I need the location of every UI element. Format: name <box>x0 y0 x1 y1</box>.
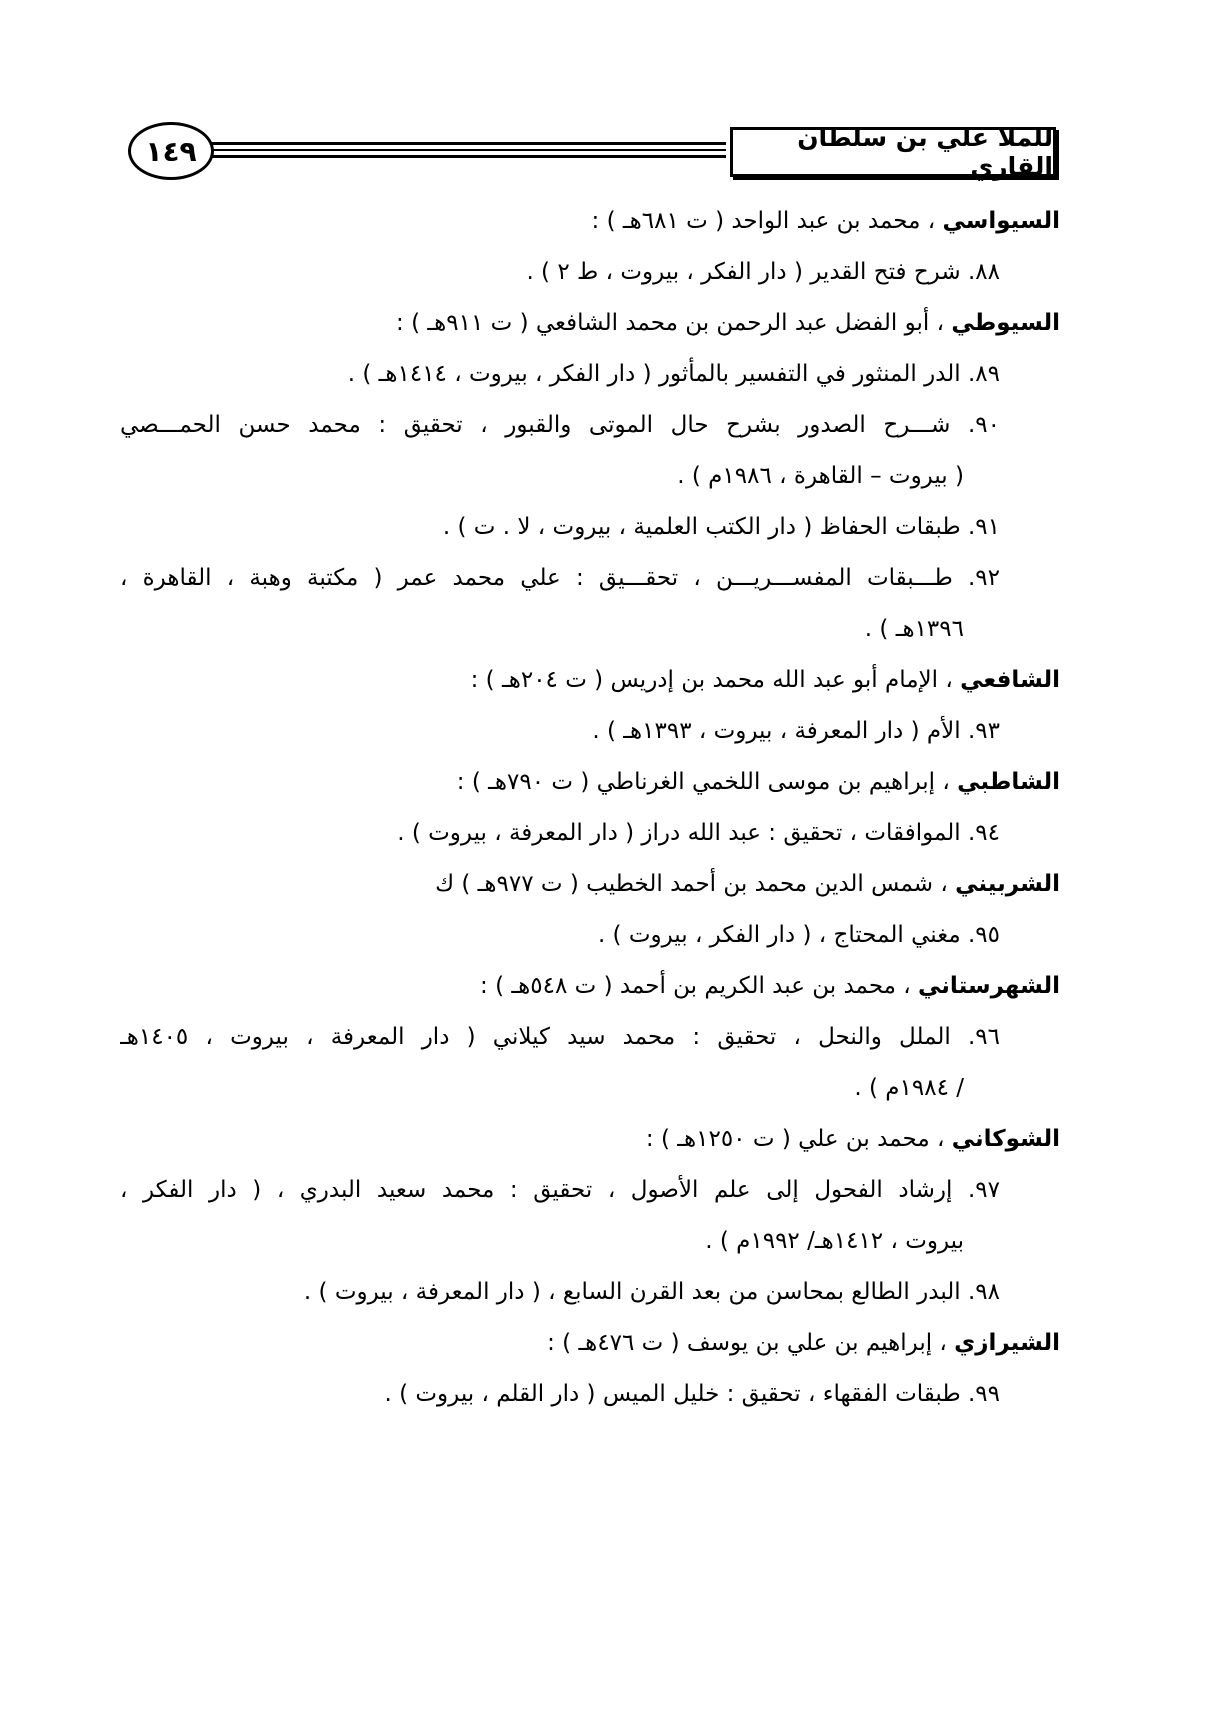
author-name: السيوطي <box>951 310 1060 336</box>
author-details: ، محمد بن عبد الواحد ( ت ٦٨١هـ ) : <box>591 208 936 234</box>
bibliography-entry: ٩٨. البدر الطالع بمحاسن من بعد القرن السابع ، ( دار المعرفة ، بيروت ) . <box>303 1279 1000 1305</box>
bibliography-entry: ٨٩. الدر المنثور في التفسير بالمأثور ( دار الفكر ، بيروت ، ١٤١٤هـ ) . <box>347 361 1000 387</box>
author-heading <box>120 859 1060 910</box>
author-details: ، شمس الدين محمد بن أحمد الخطيب ( ت ٩٧٧هـ ) ك <box>435 871 948 897</box>
bibliography-entry: ٩٢. طـــبقات المفســـريـــن ، تحقـــيق : علي محمد عمر ( مكتبة وهبة ، القاهرة ، <box>120 565 1000 591</box>
author-heading <box>120 757 1060 808</box>
entry-continuation: بيروت ، ١٤١٢هـ/ ١٩٩٢م ) . <box>705 1228 964 1254</box>
header-rule <box>212 142 726 158</box>
author-heading <box>120 1318 1060 1369</box>
author-details: ، محمد بن عبد الكريم بن أحمد ( ت ٥٤٨هـ ) : <box>480 973 911 999</box>
bibliography-entry: ٩٣. الأم ( دار المعرفة ، بيروت ، ١٣٩٣هـ ) . <box>592 718 1000 744</box>
author-details: ، أبو الفضل عبد الرحمن بن محمد الشافعي ( ت ٩١١هـ ) : <box>396 310 945 336</box>
bibliography-entry: ٩٧. إرشاد الفحول إلى علم الأصول ، تحقيق : محمد سعيد البدري ، ( دار الفكر ، <box>120 1177 1000 1203</box>
author-details: ، الإمام أبو عبد الله محمد بن إدريس ( ت ٢٠٤هـ ) : <box>470 667 953 693</box>
author-name: الشافعي <box>960 667 1060 693</box>
bibliography-entry: ٩٥. مغني المحتاج ، ( دار الفكر ، بيروت ) . <box>597 922 1000 948</box>
author-heading <box>120 961 1060 1012</box>
page-number: ١٤٩ <box>128 122 214 180</box>
running-title: للملا علي بن سلطان القاري <box>730 127 1056 177</box>
author-heading <box>120 1114 1060 1165</box>
page-header <box>128 118 1056 184</box>
author-name: الشاطبي <box>957 769 1060 795</box>
bibliography-entry: ٩١. طبقات الحفاظ ( دار الكتب العلمية ، بيروت ، لا . ت ) . <box>442 514 1000 540</box>
author-name: الشوكاني <box>951 1126 1060 1152</box>
author-details: ، محمد بن علي ( ت ١٢٥٠هـ ) : <box>645 1126 945 1152</box>
bibliography-entry: ٩٤. الموافقات ، تحقيق : عبد الله دراز ( دار المعرفة ، بيروت ) . <box>397 820 1000 846</box>
author-name: الشربيني <box>955 871 1060 897</box>
bibliography-entry: ٩٩. طبقات الفقهاء ، تحقيق : خليل الميس ( دار القلم ، بيروت ) . <box>384 1381 1000 1407</box>
bibliography-entry: ٩٦. الملل والنحل ، تحقيق : محمد سيد كيلاني ( دار المعرفة ، بيروت ، ١٤٠٥هـ <box>120 1024 1000 1050</box>
header-rule-line <box>212 155 726 158</box>
bibliography-entry: ٨٨. شرح فتح القدير ( دار الفكر ، بيروت ، ط ٢ ) . <box>526 259 1000 285</box>
bibliography-entry: ٩٠. شـــرح الصدور بشرح حال الموتى والقبور ، تحقيق : محمد حسن الحمـــصي <box>120 412 1000 438</box>
entry-continuation: ( بيروت – القاهرة ، ١٩٨٦م ) . <box>677 463 964 489</box>
author-heading <box>120 655 1060 706</box>
entry-continuation: ١٣٩٦هـ ) . <box>864 616 964 642</box>
author-details: ، إبراهيم بن علي بن يوسف ( ت ٤٧٦هـ ) : <box>547 1330 947 1356</box>
header-rule-line <box>212 142 726 145</box>
author-details: ، إبراهيم بن موسى اللخمي الغرناطي ( ت ٧٩٠هـ ) : <box>456 769 950 795</box>
author-heading <box>120 298 1060 349</box>
author-name: الشيرازي <box>954 1330 1060 1356</box>
author-name: الشهرستاني <box>918 973 1060 999</box>
entry-continuation: / ١٩٨٤م ) . <box>854 1075 964 1101</box>
header-rule-line <box>212 149 726 151</box>
author-name: السيواسي <box>942 208 1060 234</box>
bibliography-list <box>120 196 1060 1420</box>
author-heading <box>120 196 1060 247</box>
